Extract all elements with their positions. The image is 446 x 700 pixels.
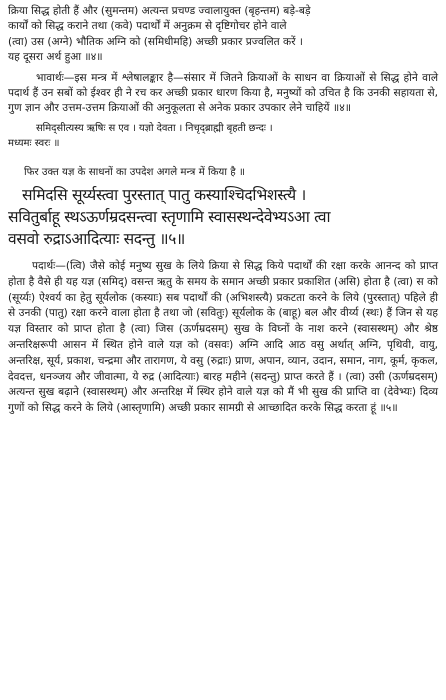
mantra-introduction: फिर उक्त यज्ञ के साधनों का उपदेश अगले मन्त्र में किया है ॥	[24, 166, 245, 178]
text-line: यह दूसरा अर्थ हुआ ॥४॥	[8, 51, 103, 64]
text-line: कार्यों को सिद्ध कराने तथा (कवे) पदार्थों में अनुक्रम से दृष्टिगोचर होने वाले	[8, 20, 287, 33]
rishi-devata-chhanda-line: समिद्सीत्यस्य ऋषिः स एव । यज्ञो देवता । निचृद्ब्राह्मी बृहती छन्दः ।	[36, 122, 273, 134]
mantra-line-1: समिदसि सूर्य्यस्त्वा पुरस्तात् पातु कस्याश्चिदभिशस्त्यै ।	[22, 186, 306, 205]
text-line: क्रिया सिद्ध होती हैं और (सुमन्तम) अत्यन्त प्रचण्ड ज्वालायुक्त (बृहन्तम) बड़े-बड़े	[8, 5, 311, 17]
text-line: (त्वा) उस (अग्ने) भौतिक अग्नि को (समिधीमहि) अच्छी प्रकार प्रज्वलित करें ।	[8, 35, 303, 48]
mantra-line-2: सवितुर्बाहू स्थऽऊर्णम्रदसन्त्वा स्तृणामि स्वासस्थन्देवेभ्यऽआ त्वा	[8, 208, 331, 227]
mantra-line-3: वसवो रुद्राऽआदित्याः सदन्तु ॥५॥	[8, 230, 186, 249]
svara-line: मध्यमः स्वरः ॥	[8, 138, 60, 150]
bhavartha-paragraph: भावार्थः—इस मन्त्र में श्लेषालङ्कार है—संसार में जितने क्रियाओं के साधन वा क्रियाओं से सिद्ध होने वाले पदार्थ हैं उन सबों को ईश्वर ही ने रच कर अच्छी प्रकार धारण किया है, मनुष्यों को उचित है कि उनकी सहायता से, गुण ज्ञान और उत्तम-उत्तम क्रियाओं की अनुकूलता से अनेक प्रकार उपकार लेने चाहियें ॥४॥	[8, 71, 438, 115]
padartha-paragraph: पदार्थः—(त्वि) जैसे कोई मनुष्य सुख के लिये क्रिया से सिद्ध किये पदार्थों की रक्षा करके आनन्द को प्राप्त होता है वैसे ही यह यज्ञ (समिद्) वसन्त ऋतु के समय के समान अच्छी प्रकार प्रकाशित (असि) होता है (त्वा) स को (सूर्य्यः) ऐश्वर्य का हेतु सूर्यलोक (कस्याः) सब पदार्थों की (अभिशस्त्यै) प्रकटता करने के लिये (पुरस्तात्) पहिले ही से उनकी (पातु) रक्षा करने वाला होता है तथा जो (सवितुः) सूर्यलोक के (बाहू) बल और वीर्य्य (स्थः) हैं जिन से यह यज्ञ विस्तार को प्राप्त होता है (त्वा) जिस (ऊर्णम्रदसम्) सुख के विघ्नों के नाश करने (स्वासस्थम्) और श्रेष्ठ अन्तरिक्षरूपी आसन में स्थित होने वाले यज्ञ को (वसवः) अग्नि आदि आठ वसु अर्थात् अग्नि, पृथिवी, वायु, अन्तरिक्ष, सूर्य, प्रकाश, चन्द्रमा और तारागण, ये वसु (रुद्राः) प्राण, अपान, व्यान, उदान, समान, नाग, कूर्म, कृकल, देवदत्त, धनञ्जय और जीवात्मा, ये रुद्र (आदित्याः) बारह महीने (सदन्तु) प्राप्त करते हैं । (त्वा) उसी (ऊर्णम्रदसम्) अत्यन्त सुख बढ़ाने (स्वासस्थम्) और अन्तरिक्ष में स्थिर होने वाले यज्ञ को मैं भी सुख की प्राप्ति वा (देवेभ्यः) दिव्य गुणों को सिद्ध करने के लिये (आस्तृणामि) अच्छी प्रकार सामग्री से आच्छादित करके सिद्ध करता हूं ॥५॥	[8, 260, 438, 415]
previous-verse-meaning	[8, 4, 438, 66]
